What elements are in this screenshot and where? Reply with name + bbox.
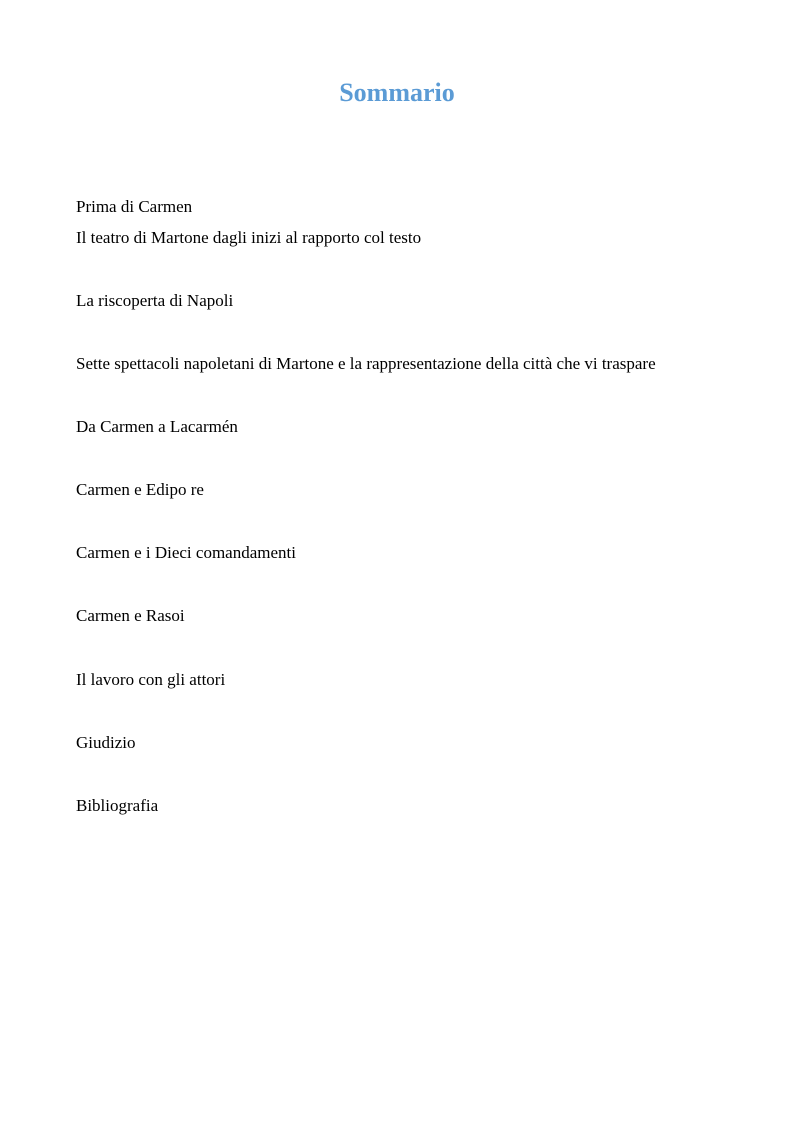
toc-entry-bibliografia: Bibliografia <box>76 796 159 815</box>
toc-entry-teatro-di-martone: Il teatro di Martone dagli inizi al rapporto col testo <box>76 228 422 247</box>
toc-entry-da-carmen-a-lacarmen: Da Carmen a Lacarmén <box>76 417 238 436</box>
toc-entry-carmen-e-edipo-re: Carmen e Edipo re <box>76 480 204 499</box>
toc-entry-prima-di-carmen: Prima di Carmen <box>76 197 193 216</box>
toc-entry-carmen-e-dieci-comandamenti: Carmen e i Dieci comandamenti <box>76 543 296 562</box>
page-title: Sommario <box>339 78 455 107</box>
toc-entry-carmen-e-rasoi: Carmen e Rasoi <box>76 606 185 625</box>
toc-entry-riscoperta-di-napoli: La riscoperta di Napoli <box>76 291 234 310</box>
toc-entry-giudizio: Giudizio <box>76 733 136 752</box>
toc-entry-sette-spettacoli: Sette spettacoli napoletani di Martone e la rappresentazione della città che vi traspare <box>76 354 656 373</box>
toc-entry-lavoro-con-gli-attori: Il lavoro con gli attori <box>76 670 226 689</box>
